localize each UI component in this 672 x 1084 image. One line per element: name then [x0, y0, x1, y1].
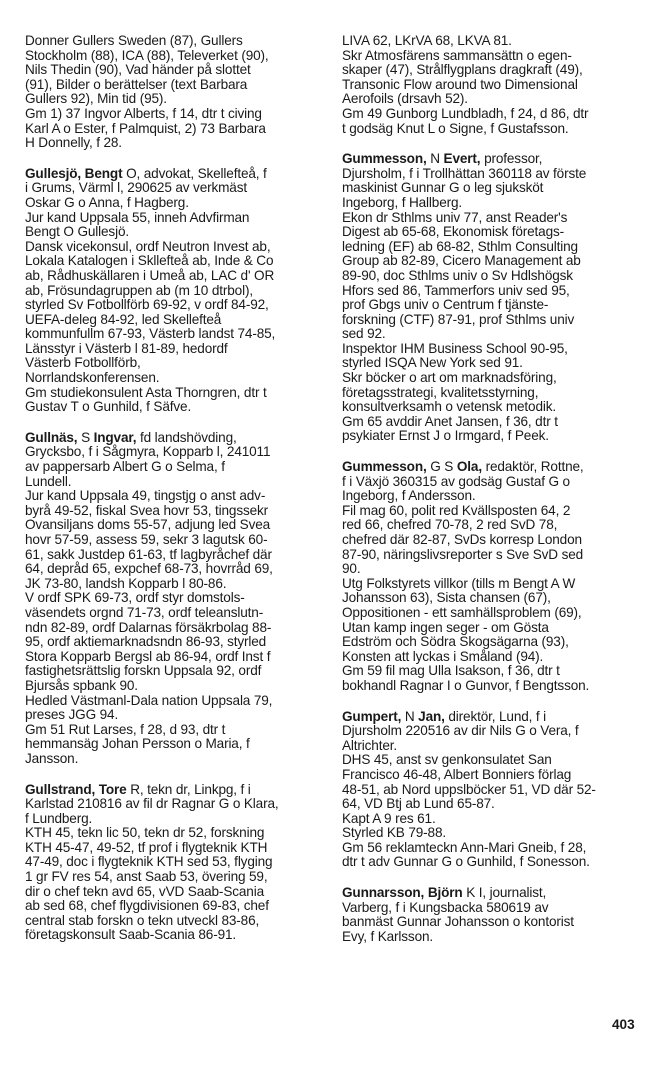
- entry-text: fastighetsrättslig forskn Uppsala 92, ordf: [25, 663, 262, 679]
- entry-text: (91), Bilder o berättelser (text Barbara: [25, 76, 248, 92]
- biography-entry: [342, 34, 646, 136]
- entry-line: [342, 34, 646, 49]
- entry-line: [342, 886, 646, 901]
- entry-text: sed 92.: [342, 326, 386, 342]
- entry-line: [342, 254, 646, 269]
- entry-text: Gm 1) 37 Ingvor Alberts, f 14, dtr t civing: [25, 105, 262, 121]
- entry-name: Gunnarsson, Björn: [342, 885, 463, 901]
- entry-line: [342, 679, 646, 694]
- entry-text: Inspektor IHM Business School 90-95,: [342, 340, 568, 356]
- entry-line: [25, 211, 327, 226]
- entry-text: Hedled Västmanl-Dala nation Uppsala 79,: [25, 692, 273, 708]
- entry-line: [25, 591, 327, 606]
- entry-line: [342, 739, 646, 754]
- entry-line: [25, 34, 327, 49]
- entry-line: [342, 78, 646, 93]
- entry-line: [25, 621, 327, 636]
- entry-line: [25, 431, 327, 446]
- entry-text: hovr 57-59, assess 59, sekr 3 lagutsk 60-: [25, 532, 268, 547]
- entry-text: O, advokat, Skellefteå, f: [122, 165, 267, 181]
- entry-text: Gm 51 Rut Larses, f 28, d 93, dtr t: [25, 721, 226, 737]
- entry-text: Djursholm 220516 av dir Nils G o Vera, f: [342, 723, 579, 739]
- entry-text: 48-51, ab Nord uppslböcker 51, VD där 52-: [342, 781, 596, 797]
- entry-line: [25, 225, 327, 240]
- entry-text: Dansk vicekonsul, ordf Neutron Invest ab,: [25, 238, 271, 254]
- entry-text: dtr t adv Gunnar G o Gunhild, f Sonesson.: [342, 854, 590, 870]
- entry-text: väsendets orgnd 71-73, ordf teleanslutn-: [25, 604, 264, 620]
- entry-line: [25, 475, 327, 490]
- entry-text: ab, Frösundagruppen ab (m 10 dtrbol),: [25, 282, 253, 298]
- entry-line: [25, 885, 327, 900]
- entry-text: LIVA 62, LKrVA 68, LKVA 81.: [342, 33, 512, 48]
- entry-name: Evert,: [443, 151, 481, 167]
- entry-line: [342, 313, 646, 328]
- entry-line: [25, 737, 327, 752]
- entry-line: [25, 577, 327, 592]
- entry-line: [25, 196, 327, 211]
- entry-line: [342, 577, 646, 592]
- entry-text: prof Gbgs univ o Centrum f tjänste-: [342, 297, 549, 313]
- entry-line: [342, 855, 646, 870]
- entry-text: red 66, chefred 70-78, 2 red SvD 78,: [342, 517, 558, 533]
- entry-line: [342, 240, 646, 255]
- entry-text: styrled Sv Fotbollförb 69-92, v ordf 84-92,: [25, 297, 269, 313]
- entry-text: i Grums, Värml l, 290625 av verkmäst: [25, 180, 247, 196]
- entry-line: [25, 269, 327, 284]
- entry-text: Aerofoils (drsavh 52).: [342, 91, 468, 107]
- entry-text: Gm 56 reklamteckn Ann-Mari Gneib, f 28,: [342, 839, 587, 855]
- entry-text: Skr Atmosfärens sammansättn o egen-: [342, 47, 572, 63]
- entry-text: Stockholm (88), ICA (88), Televerket (90),: [25, 47, 269, 63]
- entry-line: [342, 548, 646, 563]
- entry-text: Edström och Södra Skogsägarna (93),: [342, 634, 569, 650]
- entry-text: 89-90, doc Sthlms univ o Sv Hdlshögsk: [342, 267, 573, 283]
- entry-line: [342, 152, 646, 167]
- biography-entry: [342, 710, 646, 871]
- entry-text: 47-49, doc i flygteknik KTH sed 53, flyging: [25, 854, 273, 870]
- entry-text: Skr böcker o art om marknadsföring,: [342, 370, 557, 386]
- entry-text: Länsstyr i Västerb l 81-89, hedordf: [25, 340, 228, 356]
- entry-text: Karlstad 210816 av fil dr Ragnar G o Klara,: [25, 796, 279, 812]
- entry-text: Varberg, f i Kungsbacka 580619 av: [342, 899, 549, 915]
- entry-line: [342, 606, 646, 621]
- entry-line: [342, 664, 646, 679]
- entry-line: [342, 400, 646, 415]
- entry-line: [25, 78, 327, 93]
- biography-entry: [342, 460, 646, 694]
- entry-line: [25, 181, 327, 196]
- entry-text: f i Växjö 360315 av godsäg Gustaf G o: [342, 473, 570, 489]
- entry-text: Jansson.: [25, 750, 79, 766]
- entry-line: [342, 930, 646, 945]
- entry-text: psykiater Ernst J o Irmgard, f Peek.: [342, 428, 549, 444]
- entry-text: företagskonsult Saab-Scania 86-91.: [25, 927, 237, 943]
- entry-line: [342, 915, 646, 930]
- entry-name: Ingvar,: [93, 429, 137, 445]
- entry-line: [25, 63, 327, 78]
- entry-line: [25, 371, 327, 386]
- entry-line: [25, 122, 327, 137]
- entry-line: [342, 167, 646, 182]
- entry-text: styrled ISQA New York sed 91.: [342, 355, 523, 371]
- entry-line: [25, 460, 327, 475]
- entry-line: [25, 342, 327, 357]
- entry-name: Gummesson,: [342, 459, 427, 475]
- entry-line: [25, 533, 327, 548]
- entry-text: Konsten att lyckas i Småland (94).: [342, 648, 544, 664]
- entry-line: [25, 562, 327, 577]
- entry-text: Ekon dr Sthlms univ 77, anst Reader's: [342, 209, 568, 225]
- entry-text: Gustav T o Gunhild, f Säfve.: [25, 399, 192, 415]
- entry-line: [342, 49, 646, 64]
- entry-line: [342, 107, 646, 122]
- entry-line: [25, 298, 327, 313]
- entry-text: UEFA-deleg 84-92, led Skellefteå: [25, 311, 222, 327]
- entry-text: ndn 82-89, ordf Dalarnas försäkrbolag 88-: [25, 619, 272, 635]
- entry-text: Djursholm, f i Trollhättan 360118 av förste: [342, 165, 587, 181]
- entry-line: [342, 475, 646, 490]
- entry-line: [342, 122, 646, 137]
- entry-text: Gm 49 Gunborg Lundbladh, f 24, d 86, dtr: [342, 105, 589, 121]
- entry-line: [342, 196, 646, 211]
- left-column: [25, 34, 327, 959]
- entry-text: Oppositionen - ett samhällsproblem (69),: [342, 604, 582, 620]
- entry-line: [25, 136, 327, 151]
- entry-name: Jan,: [418, 708, 445, 724]
- entry-text: maskinist Gunnar G o leg sjuksköt: [342, 180, 544, 196]
- entry-text: 64, depråd 65, expchef 68-73, hovrråd 69,: [25, 561, 273, 577]
- entry-text: Group ab 82-89, Cicero Management ab: [342, 253, 581, 269]
- entry-text: professor,: [480, 151, 543, 167]
- entry-line: [25, 694, 327, 709]
- entry-text: Gm 65 avddir Anet Jansen, f 36, dtr t: [342, 413, 558, 429]
- entry-text: ledning (EF) ab 68-82, Sthlm Consulting: [342, 238, 578, 254]
- entry-line: [25, 855, 327, 870]
- entry-line: [342, 768, 646, 783]
- entry-line: [342, 826, 646, 841]
- entry-text: Utan kamp ingen seger - om Gösta: [342, 619, 549, 635]
- biography-entry: [25, 34, 327, 151]
- entry-text: K I, journalist,: [462, 885, 547, 901]
- entry-text: 87-90, näringslivsreporter s Sve SvD sed: [342, 546, 584, 562]
- page-number: 403: [612, 1017, 635, 1032]
- entry-line: [342, 650, 646, 665]
- entry-line: [25, 679, 327, 694]
- entry-line: [25, 650, 327, 665]
- entry-line: [342, 518, 646, 533]
- entry-text: Ingeborg, f Hallberg.: [342, 194, 463, 210]
- entry-line: [25, 49, 327, 64]
- entry-text: ab, Rådhuskällaren i Umeå ab, LAC d' OR: [25, 267, 275, 283]
- entry-line: [342, 327, 646, 342]
- entry-line: [25, 386, 327, 401]
- entry-line: [342, 429, 646, 444]
- entry-text: Johansson 63), Sista chansen (67),: [342, 590, 551, 606]
- entry-text: Kapt A 9 res 61.: [342, 810, 436, 826]
- entry-line: [342, 783, 646, 798]
- entry-name: Gullnäs,: [25, 429, 78, 445]
- entry-line: [25, 812, 327, 827]
- entry-text: Gm studiekonsulent Asta Thorngren, dtr t: [25, 384, 267, 400]
- entry-line: [25, 783, 327, 798]
- entry-text: KTH 45-47, 49-52, tf prof i flygteknik KTH: [25, 839, 268, 855]
- entry-text: Jur kand Uppsala 55, inneh Advfirman: [25, 209, 250, 225]
- entry-line: [25, 797, 327, 812]
- entry-text: Stora Kopparb Bergsl ab 86-94, ordf Inst f: [25, 648, 271, 664]
- right-column: [342, 34, 646, 960]
- entry-line: [25, 841, 327, 856]
- entry-text: Bengt O Gullesjö.: [25, 224, 129, 240]
- entry-name: Ola,: [456, 459, 482, 475]
- biography-entry: [25, 783, 327, 944]
- entry-text: preses JGG 94.: [25, 707, 119, 723]
- entry-line: [342, 269, 646, 284]
- entry-text: Grycksbo, f i Sågmyra, Kopparb l, 241011: [25, 444, 271, 460]
- entry-line: [342, 298, 646, 313]
- entry-line: [342, 621, 646, 636]
- entry-line: [342, 901, 646, 916]
- entry-text: direktör, Lund, f i: [444, 708, 547, 724]
- entry-line: [25, 313, 327, 328]
- entry-text: Lundell.: [25, 473, 72, 489]
- entry-text: Norrlandskonferensen.: [25, 370, 160, 386]
- entry-text: V ordf SPK 69-73, ordf styr domstols-: [25, 590, 245, 606]
- entry-text: bokhandl Ragnar I o Gunvor, f Bengtsson.: [342, 677, 590, 693]
- entry-text: Utg Folkstyrets villkor (tills m Bengt A W: [342, 575, 576, 591]
- entry-text: f Lundberg.: [25, 810, 93, 826]
- entry-text: KTH 45, tekn lic 50, tekn dr 52, forskning: [25, 825, 265, 841]
- entry-text: R, tekn dr, Linkpg, f i: [126, 781, 251, 797]
- entry-text: Oskar G o Anna, f Hagberg.: [25, 194, 189, 210]
- entry-text: Styrled KB 79-88.: [342, 825, 446, 841]
- entry-text: JK 73-80, landsh Kopparb l 80-86.: [25, 575, 227, 591]
- entry-line: [342, 724, 646, 739]
- entry-text: Ingeborg, f Andersson.: [342, 488, 476, 504]
- entry-line: [342, 342, 646, 357]
- entry-line: [342, 797, 646, 812]
- entry-line: [342, 356, 646, 371]
- entry-line: [25, 752, 327, 767]
- entry-line: [25, 240, 327, 255]
- entry-text: t godsäg Knut L o Signe, f Gustafsson.: [342, 120, 569, 136]
- entry-line: [25, 826, 327, 841]
- entry-name: Gummesson,: [342, 151, 427, 167]
- entry-text: forskning (CTF) 87-91, prof Sthlms univ: [342, 311, 575, 327]
- entry-text: Francisco 46-48, Albert Bonniers förlag: [342, 766, 572, 782]
- entry-text: Hfors sed 86, Tammerfors univ sed 95,: [342, 282, 570, 298]
- entry-name: Gullesjö, Bengt: [25, 165, 123, 181]
- entry-text: Lokala Katalogen i Skllefteå ab, Inde & Co: [25, 253, 274, 269]
- entry-text: 95, ordf aktiemarknadsndn 86-93, styrled: [25, 634, 267, 650]
- entry-line: [25, 356, 327, 371]
- entry-text: DHS 45, anst sv genkonsulatet San: [342, 752, 552, 768]
- entry-text: Bjursås spbank 90.: [25, 677, 138, 693]
- entry-line: [25, 445, 327, 460]
- entry-text: central stab forskn o tekn utveckl 83-86,: [25, 912, 260, 928]
- entry-text: 64, VD Btj ab Lund 65-87.: [342, 796, 495, 812]
- entry-line: [342, 181, 646, 196]
- entry-text: 61, sakk Justdep 61-63, tf lagbyråchef där: [25, 546, 272, 562]
- entry-text: byrå 49-52, fiskal Svea hovr 53, tingssekr: [25, 502, 269, 518]
- entry-text: Transonic Flow around two Dimensional: [342, 76, 578, 92]
- entry-line: [25, 664, 327, 679]
- entry-text: N: [401, 708, 419, 724]
- biography-entry: [342, 886, 646, 944]
- entry-text: H Donnelly, f 28.: [25, 135, 122, 151]
- entry-name: Gumpert,: [342, 708, 402, 724]
- entry-line: [25, 400, 327, 415]
- entry-line: [342, 211, 646, 226]
- entry-text: ab sed 68, chef flygdivisionen 69-83, chef: [25, 898, 269, 914]
- entry-line: [25, 723, 327, 738]
- entry-line: [25, 548, 327, 563]
- entry-line: [342, 753, 646, 768]
- entry-text: konsultverksamh o vetensk metodik.: [342, 399, 557, 415]
- entry-text: fd landshövding,: [136, 429, 237, 445]
- entry-line: [342, 504, 646, 519]
- entry-text: banmäst Gunnar Johansson o kontorist: [342, 914, 574, 930]
- entry-text: Gullers 92), Min tid (95).: [25, 91, 167, 107]
- entry-text: av pappersarb Albert G o Selma, f: [25, 459, 225, 475]
- entry-text: skaper (47), Strålflygplans dragkraft (49),: [342, 62, 583, 78]
- entry-line: [342, 225, 646, 240]
- entry-text: N: [426, 151, 444, 167]
- entry-line: [342, 460, 646, 475]
- entry-line: [342, 63, 646, 78]
- entry-line: [342, 591, 646, 606]
- entry-text: företagsstrategi, kvalitetsstyrning,: [342, 384, 539, 400]
- entry-line: [342, 841, 646, 856]
- entry-line: [342, 710, 646, 725]
- entry-text: redaktör, Rottne,: [481, 459, 584, 475]
- entry-text: Jur kand Uppsala 49, tingstjg o anst adv-: [25, 488, 266, 504]
- entry-text: kommunfullm 67-93, Västerb landst 74-85,: [25, 326, 276, 342]
- entry-text: Västerb Fotbollförb,: [25, 355, 141, 371]
- entry-line: [25, 254, 327, 269]
- entry-text: hemmansäg Johan Persson o Maria, f: [25, 736, 250, 752]
- entry-text: 1 gr FV res 54, anst Saab 53, övering 59,: [25, 869, 268, 885]
- entry-line: [342, 284, 646, 299]
- entry-line: [25, 107, 327, 122]
- entry-line: [25, 928, 327, 943]
- entry-line: [25, 899, 327, 914]
- entry-text: S: [77, 429, 94, 445]
- entry-line: [342, 92, 646, 107]
- entry-text: dir o chef tekn avd 65, vVD Saab-Scania: [25, 883, 264, 899]
- entry-text: Altrichter.: [342, 737, 398, 753]
- entry-line: [342, 562, 646, 577]
- entry-text: Evy, f Karlsson.: [342, 928, 434, 944]
- entry-line: [25, 167, 327, 182]
- entry-text: Donner Gullers Sweden (87), Gullers: [25, 33, 243, 48]
- biography-entry: [25, 431, 327, 767]
- entry-line: [342, 371, 646, 386]
- biography-entry: [342, 152, 646, 444]
- entry-text: chefred där 82-87, SvDs korresp London: [342, 532, 582, 547]
- entry-line: [25, 284, 327, 299]
- entry-line: [25, 489, 327, 504]
- entry-text: Nils Thedin (90), Vad händer på slottet: [25, 62, 251, 78]
- entry-text: Gm 59 fil mag Ulla Isakson, f 36, dtr t: [342, 663, 560, 679]
- entry-text: G S: [426, 459, 457, 475]
- entry-line: [25, 518, 327, 533]
- entry-line: [342, 533, 646, 548]
- entry-line: [342, 635, 646, 650]
- entry-text: 90.: [342, 561, 361, 577]
- entry-line: [25, 635, 327, 650]
- entry-text: Digest ab 65-68, Ekonomisk företags-: [342, 224, 565, 240]
- entry-line: [25, 708, 327, 723]
- entry-line: [25, 327, 327, 342]
- entry-line: [25, 914, 327, 929]
- entry-text: Fil mag 60, polit red Kvällsposten 64, 2: [342, 502, 571, 518]
- entry-line: [342, 386, 646, 401]
- entry-line: [25, 504, 327, 519]
- entry-line: [25, 606, 327, 621]
- biography-entry: [25, 167, 327, 415]
- entry-line: [342, 415, 646, 430]
- entry-line: [25, 870, 327, 885]
- entry-text: Ovansiljans doms 55-57, adjung led Svea: [25, 517, 271, 533]
- entry-line: [342, 489, 646, 504]
- entry-line: [342, 812, 646, 827]
- entry-name: Gullstrand, Tore: [25, 781, 127, 797]
- entry-text: Karl A o Ester, f Palmquist, 2) 73 Barbara: [25, 120, 266, 136]
- entry-line: [25, 92, 327, 107]
